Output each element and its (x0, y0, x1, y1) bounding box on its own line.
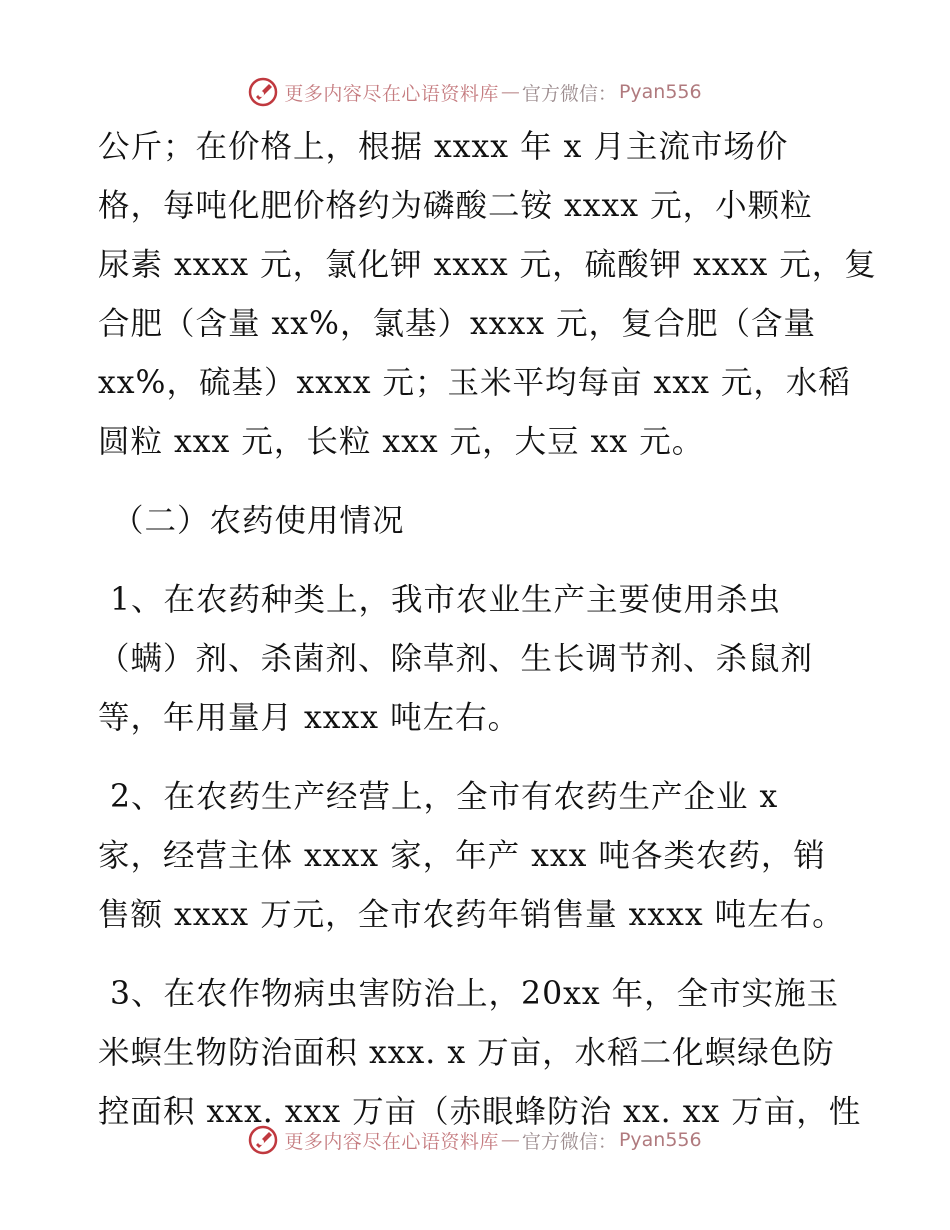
watermark-main-text: 更多内容尽在心语资料库 (284, 82, 499, 105)
watermark-label: 官方微信： (521, 82, 617, 105)
paragraph-pesticide-types (98, 571, 868, 748)
paragraph-gap (98, 551, 868, 571)
paragraph-fertilizer-prices (98, 118, 877, 472)
brand-logo-icon (248, 1125, 278, 1155)
paragraph-gap (98, 472, 868, 492)
footer-watermark (0, 1120, 950, 1160)
text-line: 合肥（含量 xx%，氯基）xxxx 元，复合肥（含量 (98, 306, 817, 342)
watermark-main-text: 更多内容尽在心语资料库 (284, 1130, 499, 1153)
watermark-dash: — (500, 1129, 520, 1151)
document-body (98, 118, 877, 1142)
heading-text: （二）农药使用情况 (112, 503, 405, 539)
paragraph-gap (98, 945, 868, 965)
brand-logo-icon (248, 77, 278, 107)
watermark-label: 官方微信： (521, 1130, 617, 1153)
text-line: 尿素 xxxx 元，氯化钾 xxxx 元，硫酸钾 xxxx 元，复 (98, 247, 877, 283)
text-line: 1、在农药种类上，我市农业生产主要使用杀虫 (110, 582, 782, 618)
paragraph-pesticide-production (98, 768, 868, 945)
text-line: 圆粒 xxx 元，长粒 xxx 元，大豆 xx 元。 (98, 424, 705, 460)
text-line: 格，每吨化肥价格约为磷酸二铵 xxxx 元，小颗粒 (98, 188, 813, 224)
text-line: 售额 xxxx 万元，全市农药年销售量 xxxx 吨左右。 (98, 897, 845, 933)
text-line: 公斤；在价格上，根据 xxxx 年 x 月主流市场价 (98, 129, 789, 165)
text-line: 控面积 xxx. xxx 万亩（赤眼蜂防治 xx. xx 万亩，性 (98, 1094, 862, 1130)
section-heading (98, 492, 868, 551)
header-watermark (0, 72, 950, 112)
text-line: 等，年用量月 xxxx 吨左右。 (98, 700, 521, 736)
watermark-dash: — (500, 81, 520, 103)
watermark-wechat-id: Pyan556 (618, 1129, 702, 1151)
text-line: 3、在农作物病虫害防治上，20xx 年，全市实施玉 (110, 976, 840, 1012)
watermark-wechat-id: Pyan556 (618, 81, 702, 103)
text-line: 米螟生物防治面积 xxx. x 万亩，水稻二化螟绿色防 (98, 1035, 835, 1071)
text-line: 2、在农药生产经营上，全市有农药生产企业 x (110, 779, 779, 815)
text-line: xx%，硫基）xxxx 元；玉米平均每亩 xxx 元，水稻 (98, 365, 851, 401)
paragraph-pest-control (98, 965, 868, 1142)
text-line: 家，经营主体 xxxx 家，年产 xxx 吨各类农药，销 (98, 838, 826, 874)
paragraph-gap (98, 748, 868, 768)
text-line: （螨）剂、杀菌剂、除草剂、生长调节剂、杀鼠剂 (98, 641, 814, 677)
